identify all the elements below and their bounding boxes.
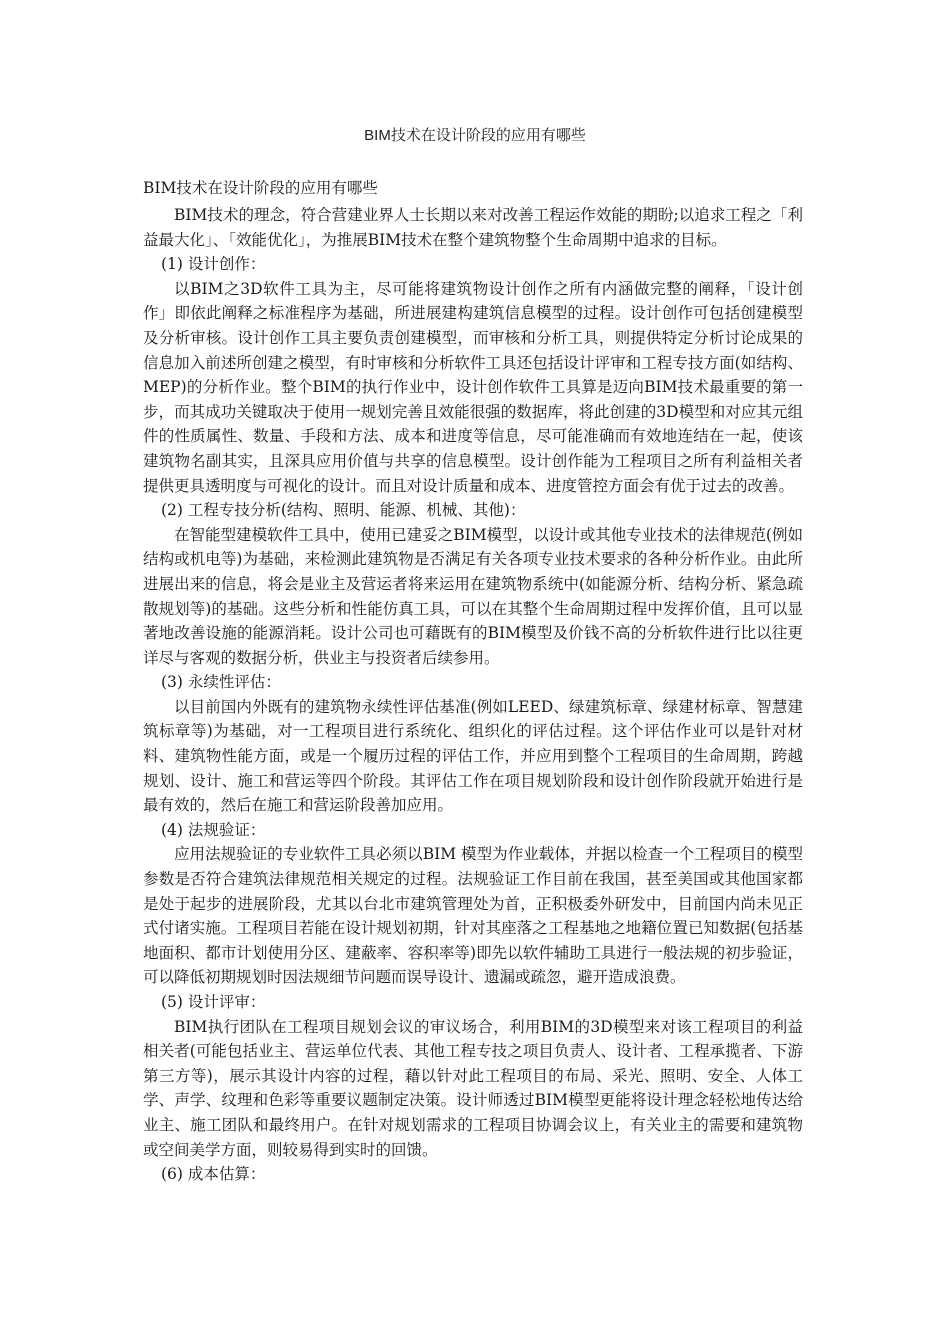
section-body-engineering-analysis: 在智能型建模软件工具中，使用已建妥之BIM模型，以设计或其他专业技术的法律规范(例如结构或机电等)为基础，来检测此建筑物是否满足有关各项专业技术要求的各种分析作业。由此所进展出来的信息，将会是业主及营运者将来运用在建筑物系统中(如能源分析、结构分析、紧急疏散规划等)的基础。这些分析和性能仿真工具，可以在其整个生命周期过程中发挥价值，且可以显著地改善设施的能源消耗。设计公司也可藉既有的BIM模型及价钱不高的分析软件进行比以往更详尽与客观的数据分析，供业主与投资者后续参用。 [143, 525, 803, 667]
section-body-design-creation: 以BIM之3D软件工具为主，尽可能将建筑物设计创作之所有内涵做完整的阐释，「设计创作」即依此阐释之标准程序为基础，所进展建构建筑信息模型的过程。设计创作可包括创建模型及分析审核。设计创作工具主要负责创建模型，而审核和分析工具，则提供特定分析讨论成果的信息加入前述所创建之模型，有时审核和分析软件工具还包括设计评审和工程专技方面(如结构、MEP)的分析作业。整个BIM的执行作业中，设计创作软件工具算是迈向BIM技术最重要的第一步，而其成功关键取决于使用一规划完善且效能很强的数据库，将此创建的3D模型和对应其元组件的性质属性、数量、手段和方法、成本和进度等信息，尽可能准确而有效地连结在一起，使该建筑物名副其实，且深具应用价值与共享的信息模型。设计创作能为工程项目之所有利益相关者提供更具透明度与可视化的设计。而且对设计质量和成本、进度管控方面会有优于过去的改善。 [143, 279, 803, 495]
intro-paragraph: BIM技术的理念，符合营建业界人士长期以来对改善工程运作效能的期盼;以追求工程之「利益最大化」、「效能优化」，为推展BIM技术在整个建筑物整个生命周期中追求的目标。 [143, 206, 803, 249]
section-heading-engineering-analysis: (2) 工程专技分析(结构、照明、能源、机械、其他)： [161, 501, 526, 520]
section-heading-design-review: (5) 设计评审： [161, 993, 266, 1011]
document-title: BIM技术在设计阶段的应用有哪些 [364, 127, 586, 144]
document-subtitle: BIM技术在设计阶段的应用有哪些 [143, 179, 378, 197]
section-body-design-review: BIM执行团队在工程项目规划会议的审议场合，利用BIM的3D模型来对该工程项目的利益相关者(可能包括业主、营运单位代表、其他工程专技之项目负责人、设计者、工程承揽者、下游第三方等)，展示其设计内容的过程，藉以针对此工程项目的布局、采光、照明、安全、人体工学、声学、纹理和色彩等重要议题制定决策。设计师透过BIM模型更能将设计理念轻松地传达给业主、施工团队和最终用户。在针对规划需求的工程项目协调会议上，有关业主的需要和建筑物或空间美学方面，则较易得到实时的回馈。 [143, 1017, 803, 1159]
document-body [143, 178, 803, 1187]
section-heading-code-validation: (4) 法规验证： [161, 820, 266, 839]
section-body-code-validation: 应用法规验证的专业软件工具必须以BIM 模型为作业载体，并据以检查一个工程项目的模型参数是否符合建筑法律规范相关规定的过程。法规验证工作目前在我国，甚至美国或其他国家都是处于起步的进展阶段，尤其以台北市建筑管理处为首，正积极委外研发中，目前国内尚未见正式付诸实施。工程项目若能在设计规划初期，针对其座落之工程基地之地籍位置已知数据(包括基地面积、都市计划使用分区、建蔽率、容积率等)即先以软件辅助工具进行一般法规的初步验证，可以降低初期规划时因法规细节问题而误导设计、遗漏或疏忽，避开造成浪费。 [143, 845, 803, 987]
section-heading-sustainability: (3) 永续性评估： [161, 673, 281, 692]
section-heading-cost-estimation: (6) 成本估算： [161, 1165, 266, 1184]
section-heading-design-creation: (1) 设计创作： [161, 255, 266, 274]
section-body-sustainability: 以目前国内外既有的建筑物永续性评估基准(例如LEED、绿建筑标章、绿建材标章、智慧建筑标章等)为基础，对一工程项目进行系统化、组织化的评估过程。这个评估作业可以是针对材料、建筑物性能方面，或是一个履历过程的评估工作，并应用到整个工程项目的生命周期，跨越规划、设计、施工和营运等四个阶段。其评估工作在项目规划阶段和设计创作阶段就开始进行是最有效的，然后在施工和营运阶段善加应用。 [143, 697, 803, 815]
